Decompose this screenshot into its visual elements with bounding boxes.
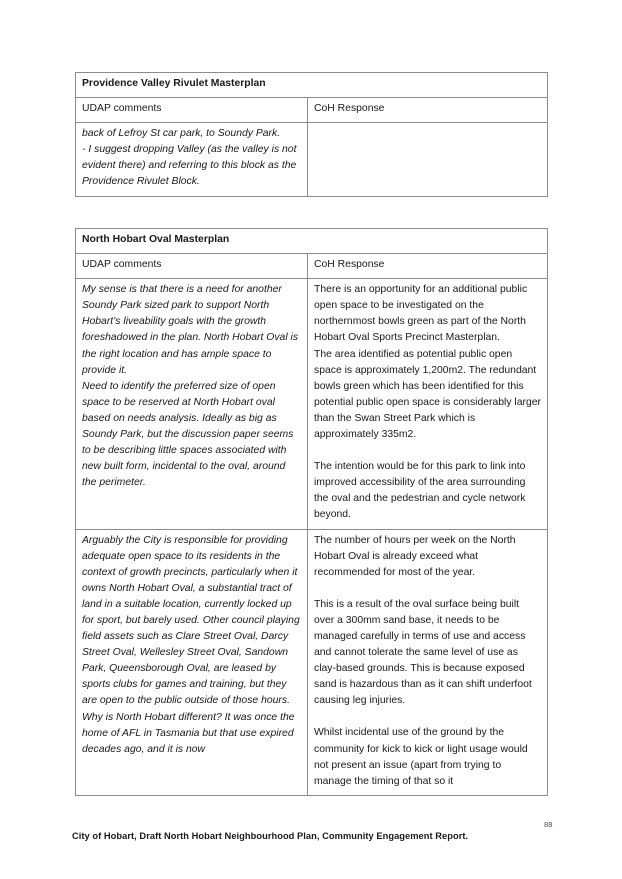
udap-paragraph: Arguably the City is responsible for providing adequate open space to its residents in the context of growth precincts, particularly when it owns North Hobart Oval, a substantial tract of land in a suitable location, currently locked up for sport, but barely used. Other council playing field assets such as Clare Street Oval, Darcy Street Oval, Wellesley Street Oval, Sandown Park, Queensborough Oval, are leased by sports clubs for games and training, but they are open to the public outside of those hours. Why is North Hobart different? It was once the home of AFL in Tasmania but that use expired decades ago, and it is now [82, 534, 300, 755]
coh-paragraph: This is a result of the oval surface being built over a 300mm sand base, it needs to be managed carefully in terms of use and access and cannot tolerate the same level of use as clay-based grounds. This is because exposed sand is hazardous than as it can shift underfoot causing leg injuries. [314, 598, 532, 707]
table-row [76, 529, 548, 795]
column-header-udap-comments: UDAP comments [76, 98, 308, 123]
coh-response-cell [308, 123, 548, 196]
coh-response-cell [308, 529, 548, 795]
table-title: Providence Valley Rivulet Masterplan [76, 73, 548, 98]
footer-note: City of Hobart, Draft North Hobart Neighbourhood Plan, Community Engagement Report. [72, 831, 469, 841]
udap-comment-cell [76, 123, 308, 196]
coh-response-cell [308, 279, 548, 529]
paragraph-spacer [314, 581, 541, 597]
column-header-udap-comments: UDAP comments [76, 254, 308, 279]
udap-paragraph: - I suggest dropping Valley (as the valley is not evident there) and referring to this block as the Providence Rivulet Block. [82, 144, 297, 188]
coh-paragraph: The area identified as potential public open space is approximately 1,200m2. The redundant bowls green which has been identified for this potential public open space is considerably larger than the Swan Street Park which is approximately 335m2. [314, 348, 542, 441]
table-header-row [76, 254, 548, 279]
table-providence-valley-rivulet-masterplan [75, 72, 548, 197]
coh-paragraph: Whilst incidental use of the ground by the community for kick to kick or light usage would not present an issue (apart from trying to manage the timing of that so it [314, 727, 528, 787]
table-title-row [76, 229, 548, 254]
page-number: 88 [544, 820, 553, 829]
table-row [76, 279, 548, 529]
column-header-coh-response: CoH Response [308, 98, 548, 123]
udap-paragraph: Need to identify the preferred size of open space to be reserved at North Hobart oval based on needs analysis. Ideally as big as Soundy Park, but the discussion paper seems to be describing little spaces associated with new built form, incidental to the oval, around the perimeter. [82, 380, 294, 489]
table-row [76, 123, 548, 196]
coh-paragraph: The number of hours per week on the North Hobart Oval is already exceed what recommended for most of the year. [314, 534, 516, 578]
udap-comment-cell [76, 529, 308, 795]
column-header-coh-response: CoH Response [308, 254, 548, 279]
paragraph-spacer [314, 709, 541, 725]
table-north-hobart-oval-masterplan [75, 228, 548, 796]
table-title: North Hobart Oval Masterplan [76, 229, 548, 254]
paragraph-spacer [314, 443, 541, 459]
udap-comment-cell [76, 279, 308, 529]
coh-paragraph: The intention would be for this park to link into improved accessibility of the area surrounding the oval and the pedestrian and cycle network beyond. [314, 461, 526, 521]
coh-paragraph: There is an opportunity for an additional public open space to be investigated on the northernmost bowls green as part of the North Hobart Oval Sports Precinct Masterplan. [314, 284, 528, 344]
udap-paragraph: back of Lefroy St car park, to Soundy Park. [82, 128, 281, 140]
udap-paragraph: My sense is that there is a need for another Soundy Park sized park to support North Hobart’s liveability goals with the growth foreshadowed in the plan. North Hobart Oval is the right location and has ample space to provide it. [82, 284, 299, 376]
table-title-row [76, 73, 548, 98]
table-header-row [76, 98, 548, 123]
